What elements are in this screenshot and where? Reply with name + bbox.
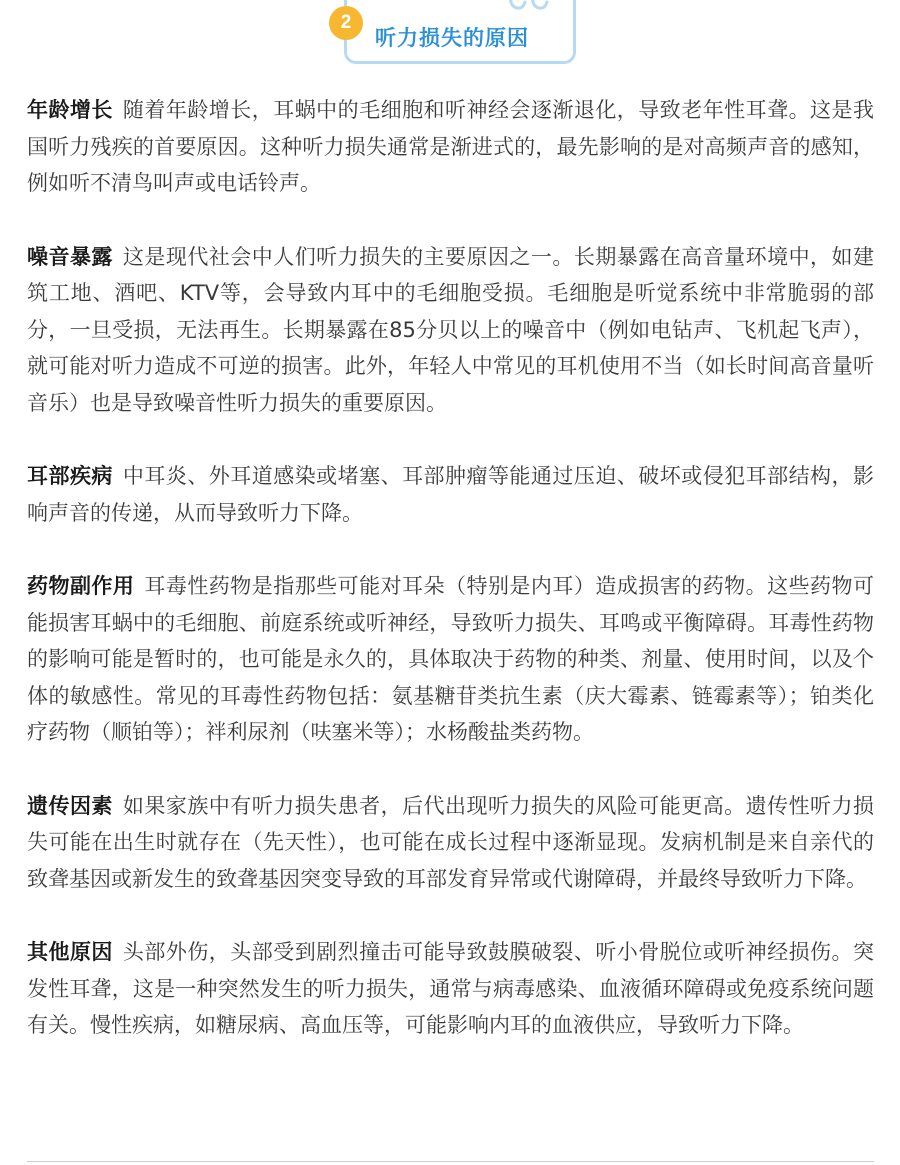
- paragraph-lead: 耳部疾病: [27, 464, 113, 488]
- section-title: 听力损失的原因: [375, 26, 529, 50]
- bottom-divider: [27, 1161, 874, 1162]
- paragraph-text: 如果家族中有听力损失患者，后代出现听力损失的风险可能更高。遗传性听力损失可能在出生时就存在（先天性），也可能在成长过程中逐渐显现。发病机制是来自亲代的致聋基因或新发生的致聋基因突变导致的耳部发育异常或代谢障碍，并最终导致听力下降。: [27, 793, 875, 891]
- paragraph-lead: 噪音暴露: [27, 244, 113, 269]
- paragraph-ear-disease: [27, 458, 874, 531]
- paragraph-text: 耳毒性药物是指那些可能对耳朵（特别是内耳）造成损害的药物。这些药物可能损害耳蜗中的毛细胞、前庭系统或听神经，导致听力损失、耳鸣或平衡障碍。耳毒性药物的影响可能是暂时的，也可能是永久的，具体取决于药物的种类、剂量、使用时间，以及个体的敏感性。常见的耳毒性药物包括：氨基糖苷类抗生素（庆大霉素、链霉素等）；铂类化疗药物（顺铂等）；袢利尿剂（呋塞米等）；水杨酸盐类药物。: [27, 574, 875, 744]
- paragraph-noise: [27, 239, 874, 422]
- paragraph-text: 这是现代社会中人们听力损失的主要原因之一。长期暴露在高音量环境中，如建筑工地、酒吧、KTV等，会导致内耳中的毛细胞受损。毛细胞是听觉系统中非常脆弱的部分，一旦受损，无法再生。长期暴露在85分贝以上的噪音中（例如电钻声、飞机起飞声），就可能对听力造成不可逆的损害。此外，年轻人中常见的耳机使用不当（如长时间高音量听音乐）也是导致噪音性听力损失的重要原因。: [27, 244, 875, 415]
- quote-decoration-icon: [503, 0, 563, 14]
- paragraph-drug-side-effects: [27, 568, 874, 751]
- paragraph-text: 中耳炎、外耳道感染或堵塞、耳部肿瘤等能通过压迫、破坏或侵犯耳部结构，影响声音的传递，从而导致听力下降。: [27, 464, 875, 525]
- paragraph-genetics: [27, 788, 874, 898]
- article-body: [0, 92, 900, 1044]
- paragraph-lead: 年龄增长: [27, 98, 113, 122]
- paragraph-age: [27, 92, 874, 202]
- paragraph-other-causes: [27, 934, 874, 1044]
- paragraph-text: 头部外伤，头部受到剧烈撞击可能导致鼓膜破裂、听小骨脱位或听神经损伤。突发性耳聋，这是一种突然发生的听力损失，通常与病毒感染、血液循环障碍或免疫系统问题有关。慢性疾病，如糖尿病、高血压等，可能影响内耳的血液供应，导致听力下降。: [27, 940, 875, 1037]
- section-header: [0, 0, 900, 92]
- section-title-box: [340, 0, 576, 64]
- paragraph-text: 随着年龄增长，耳蜗中的毛细胞和听神经会逐渐退化，导致老年性耳聋。这是我国听力残疾的首要原因。这种听力损失通常是渐进式的，最先影响的是对高频声音的感知，例如听不清鸟叫声或电话铃声。: [27, 98, 875, 195]
- paragraph-lead: 其他原因: [27, 940, 113, 964]
- section-number-badge: 2: [329, 6, 363, 40]
- paragraph-lead: 遗传因素: [27, 793, 113, 818]
- paragraph-lead: 药物副作用: [27, 574, 135, 598]
